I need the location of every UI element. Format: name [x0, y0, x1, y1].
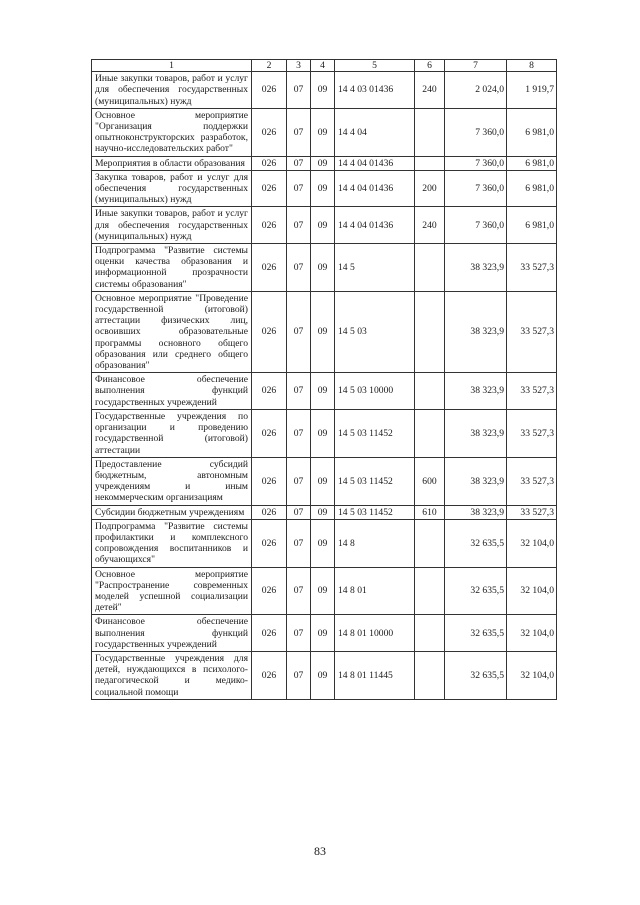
ministry-code: 026 — [252, 207, 287, 244]
expense-type-code: 200 — [415, 170, 445, 207]
planned-amount: 2 024,0 — [445, 72, 507, 109]
row-description: Основное мероприятие "Проведение государственной (итоговой) аттестации физических лиц, освоивших образовательные программы основного общего образования или среднего общего образования" — [92, 291, 252, 372]
executed-amount: 6 981,0 — [507, 170, 557, 207]
subsection-code: 09 — [311, 651, 335, 699]
section-code: 07 — [287, 72, 311, 109]
target-article-code: 14 5 03 11452 — [335, 505, 415, 519]
expense-type-code — [415, 373, 445, 410]
ministry-code: 026 — [252, 170, 287, 207]
subsection-code: 09 — [311, 409, 335, 457]
table-row — [92, 72, 557, 109]
planned-amount: 7 360,0 — [445, 207, 507, 244]
ministry-code: 026 — [252, 156, 287, 170]
planned-amount: 32 635,5 — [445, 519, 507, 567]
planned-amount: 38 323,9 — [445, 409, 507, 457]
subsection-code: 09 — [311, 156, 335, 170]
header-cell: 6 — [415, 60, 445, 72]
section-code: 07 — [287, 207, 311, 244]
row-description: Подпрограмма "Развитие системы профилактики и комплексного сопровождения воспитанников и обучающихся" — [92, 519, 252, 567]
section-code: 07 — [287, 170, 311, 207]
header-cell: 2 — [252, 60, 287, 72]
section-code: 07 — [287, 567, 311, 615]
expense-type-code — [415, 291, 445, 372]
executed-amount: 33 527,3 — [507, 291, 557, 372]
table-row — [92, 615, 557, 652]
section-code: 07 — [287, 409, 311, 457]
row-description: Иные закупки товаров, работ и услуг для обеспечения государственных (муниципальных) нужд — [92, 72, 252, 109]
subsection-code: 09 — [311, 207, 335, 244]
row-description: Иные закупки товаров, работ и услуг для обеспечения государственных (муниципальных) нужд — [92, 207, 252, 244]
target-article-code: 14 8 01 10000 — [335, 615, 415, 652]
target-article-code: 14 8 01 — [335, 567, 415, 615]
section-code: 07 — [287, 651, 311, 699]
planned-amount: 32 635,5 — [445, 651, 507, 699]
executed-amount: 6 981,0 — [507, 207, 557, 244]
executed-amount: 6 981,0 — [507, 108, 557, 156]
section-code: 07 — [287, 108, 311, 156]
section-code: 07 — [287, 291, 311, 372]
section-code: 07 — [287, 373, 311, 410]
row-description: Субсидии бюджетным учреждениям — [92, 505, 252, 519]
row-description: Подпрограмма "Развитие системы оценки качества образования и информационной прозрачности системы образования" — [92, 244, 252, 292]
subsection-code: 09 — [311, 457, 335, 505]
planned-amount: 38 323,9 — [445, 244, 507, 292]
expense-type-code — [415, 615, 445, 652]
target-article-code: 14 4 04 01436 — [335, 207, 415, 244]
table-row — [92, 373, 557, 410]
row-description: Финансовое обеспечение выполнения функций государственных учреждений — [92, 373, 252, 410]
ministry-code: 026 — [252, 244, 287, 292]
executed-amount: 32 104,0 — [507, 519, 557, 567]
header-cell: 3 — [287, 60, 311, 72]
target-article-code: 14 4 04 01436 — [335, 156, 415, 170]
expense-type-code — [415, 108, 445, 156]
planned-amount: 32 635,5 — [445, 567, 507, 615]
subsection-code: 09 — [311, 505, 335, 519]
subsection-code: 09 — [311, 615, 335, 652]
target-article-code: 14 4 03 01436 — [335, 72, 415, 109]
target-article-code: 14 5 03 11452 — [335, 457, 415, 505]
target-article-code: 14 4 04 01436 — [335, 170, 415, 207]
table-row — [92, 291, 557, 372]
row-description: Финансовое обеспечение выполнения функций государственных учреждений — [92, 615, 252, 652]
expense-type-code: 240 — [415, 207, 445, 244]
section-code: 07 — [287, 519, 311, 567]
planned-amount: 38 323,9 — [445, 373, 507, 410]
expense-type-code — [415, 567, 445, 615]
subsection-code: 09 — [311, 567, 335, 615]
table-body — [92, 72, 557, 700]
row-description: Основное мероприятие "Организация поддержки опытноконструкторских разработок, научно-исследовательских работ" — [92, 108, 252, 156]
ministry-code: 026 — [252, 615, 287, 652]
expense-type-code — [415, 156, 445, 170]
expense-type-code: 240 — [415, 72, 445, 109]
budget-table-sheet — [91, 59, 556, 700]
table-row — [92, 170, 557, 207]
row-description: Мероприятия в области образования — [92, 156, 252, 170]
subsection-code: 09 — [311, 291, 335, 372]
target-article-code: 14 4 04 — [335, 108, 415, 156]
planned-amount: 7 360,0 — [445, 108, 507, 156]
expense-type-code — [415, 244, 445, 292]
expense-type-code: 610 — [415, 505, 445, 519]
table-row — [92, 409, 557, 457]
executed-amount: 33 527,3 — [507, 409, 557, 457]
target-article-code: 14 5 03 — [335, 291, 415, 372]
table-row — [92, 505, 557, 519]
ministry-code: 026 — [252, 505, 287, 519]
planned-amount: 32 635,5 — [445, 615, 507, 652]
ministry-code: 026 — [252, 457, 287, 505]
row-description: Предоставление субсидий бюджетным, автономным учреждениям и иным некоммерческим организациям — [92, 457, 252, 505]
target-article-code: 14 5 — [335, 244, 415, 292]
header-cell: 4 — [311, 60, 335, 72]
expense-type-code: 600 — [415, 457, 445, 505]
ministry-code: 026 — [252, 567, 287, 615]
executed-amount: 33 527,3 — [507, 457, 557, 505]
header-cell: 5 — [335, 60, 415, 72]
row-description: Государственные учреждения по организации и проведению государственной (итоговой) аттестации — [92, 409, 252, 457]
subsection-code: 09 — [311, 519, 335, 567]
ministry-code: 026 — [252, 291, 287, 372]
planned-amount: 7 360,0 — [445, 156, 507, 170]
subsection-code: 09 — [311, 72, 335, 109]
expense-type-code — [415, 519, 445, 567]
ministry-code: 026 — [252, 519, 287, 567]
table-row — [92, 567, 557, 615]
section-code: 07 — [287, 457, 311, 505]
header-cell: 7 — [445, 60, 507, 72]
row-description: Государственные учреждения для детей, нуждающихся в психолого-педагогической и медико-социальной помощи — [92, 651, 252, 699]
subsection-code: 09 — [311, 108, 335, 156]
executed-amount: 33 527,3 — [507, 373, 557, 410]
budget-table — [91, 59, 557, 700]
planned-amount: 38 323,9 — [445, 505, 507, 519]
section-code: 07 — [287, 615, 311, 652]
table-row — [92, 651, 557, 699]
ministry-code: 026 — [252, 651, 287, 699]
section-code: 07 — [287, 244, 311, 292]
target-article-code: 14 5 03 10000 — [335, 373, 415, 410]
planned-amount: 38 323,9 — [445, 291, 507, 372]
executed-amount: 33 527,3 — [507, 505, 557, 519]
section-code: 07 — [287, 156, 311, 170]
ministry-code: 026 — [252, 108, 287, 156]
executed-amount: 32 104,0 — [507, 615, 557, 652]
executed-amount: 32 104,0 — [507, 651, 557, 699]
ministry-code: 026 — [252, 373, 287, 410]
table-row — [92, 156, 557, 170]
table-row — [92, 108, 557, 156]
table-row — [92, 207, 557, 244]
target-article-code: 14 5 03 11452 — [335, 409, 415, 457]
header-cell: 8 — [507, 60, 557, 72]
table-row — [92, 519, 557, 567]
subsection-code: 09 — [311, 244, 335, 292]
section-code: 07 — [287, 505, 311, 519]
subsection-code: 09 — [311, 373, 335, 410]
executed-amount: 32 104,0 — [507, 567, 557, 615]
planned-amount: 38 323,9 — [445, 457, 507, 505]
expense-type-code — [415, 409, 445, 457]
ministry-code: 026 — [252, 72, 287, 109]
row-description: Закупка товаров, работ и услуг для обеспечения государственных (муниципальных) нужд — [92, 170, 252, 207]
ministry-code: 026 — [252, 409, 287, 457]
subsection-code: 09 — [311, 170, 335, 207]
target-article-code: 14 8 — [335, 519, 415, 567]
page-number: 83 — [314, 844, 326, 858]
header-row — [92, 60, 557, 72]
executed-amount: 1 919,7 — [507, 72, 557, 109]
table-row — [92, 457, 557, 505]
target-article-code: 14 8 01 11445 — [335, 651, 415, 699]
expense-type-code — [415, 651, 445, 699]
planned-amount: 7 360,0 — [445, 170, 507, 207]
row-description: Основное мероприятие "Распространение современных моделей успешной социализации детей" — [92, 567, 252, 615]
header-cell: 1 — [92, 60, 252, 72]
executed-amount: 33 527,3 — [507, 244, 557, 292]
executed-amount: 6 981,0 — [507, 156, 557, 170]
table-row — [92, 244, 557, 292]
